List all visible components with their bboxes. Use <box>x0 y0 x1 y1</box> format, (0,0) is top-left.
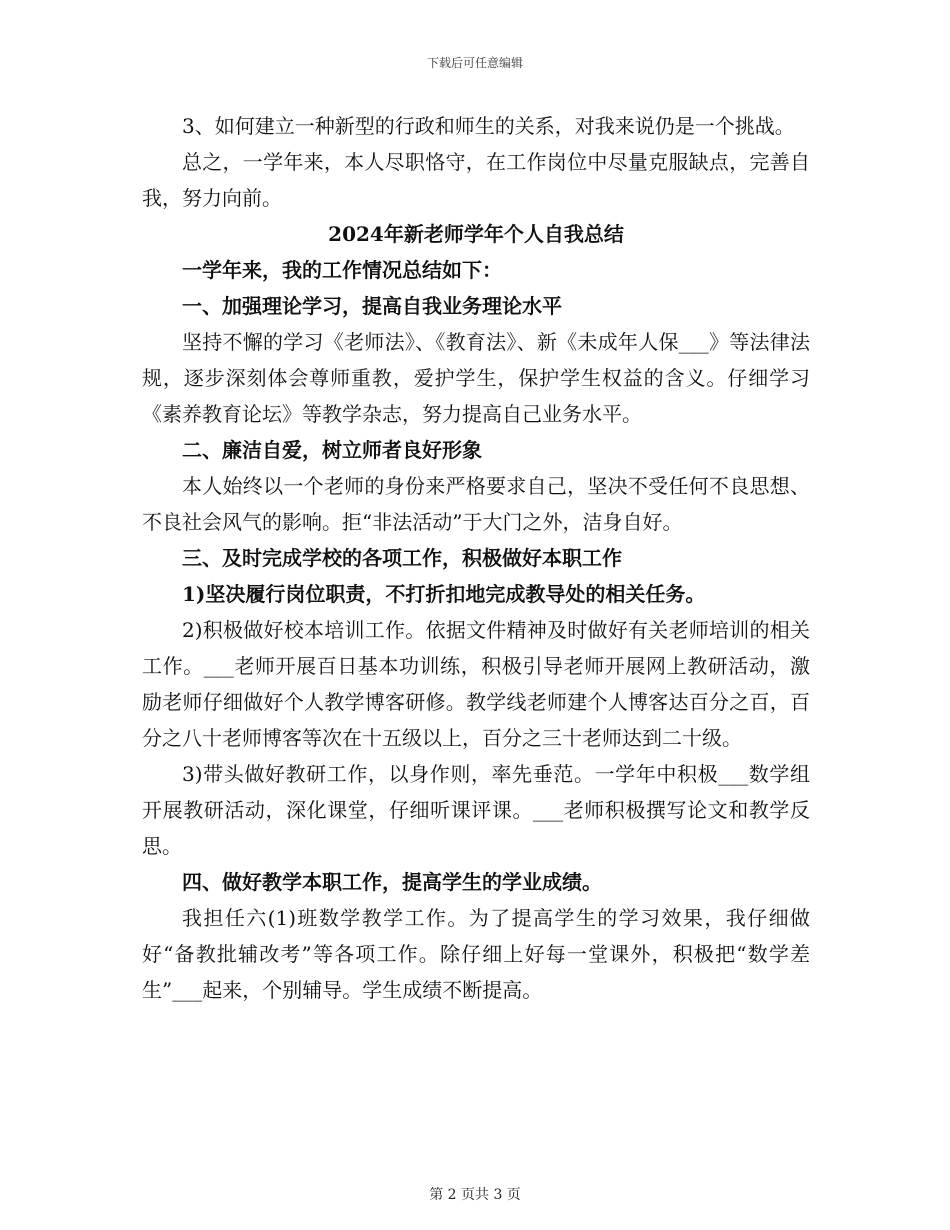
section-paragraph-4: 我担任六(1)班数学教学工作。为了提高学生的学习效果，我仔细做好“备教批辅改考”等各项工作。除仔细上好每一堂课外，积极把“数学差生”___起来，个别辅导。学生成绩不断提高。 <box>142 906 810 1002</box>
section-heading-3: 三、及时完成学校的各项工作，积极做好本职工作 <box>182 546 622 570</box>
page-header: 下载后可任意编辑 <box>426 56 523 70</box>
page-footer: 第 2 页共 3 页 <box>429 1187 521 1203</box>
subsection-heading-3-1: 1)坚决履行岗位职责，不打折扣地完成教导处的相关任务。 <box>182 582 706 606</box>
section-heading-4: 四、做好教学本职工作，提高学生的学业成绩。 <box>182 870 602 894</box>
paragraph-item-3: 3、如何建立一种新型的行政和师生的关系，对我来说仍是一个挑战。 <box>182 114 795 138</box>
subsection-paragraph-3-2: 2)积极做好校本培训工作。依据文件精神及时做好有关老师培训的相关工作。___老师开展百日基本功训练，积极引导老师开展网上教研活动，激励老师仔细做好个人教学博客研修。教学线老师建个人博客达百分之百，百分之八十老师博客等次在十五级以上，百分之三十老师达到二十级。 <box>142 618 810 750</box>
paragraph-conclusion: 总之，一学年来，本人尽职恪守，在工作岗位中尽量克服缺点，完善自我，努力向前。 <box>142 150 810 210</box>
document-title: 2024年新老师学年个人自我总结 <box>328 222 624 246</box>
intro-heading: 一学年来，我的工作情况总结如下： <box>182 258 502 282</box>
section-paragraph-1: 坚持不懈的学习《老师法》、《教育法》、新《未成年人保___》等法律法规，逐步深刻体会尊师重教，爱护学生，保护学生权益的含义。仔细学习《素养教育论坛》等教学杂志，努力提高自己业务水平。 <box>142 330 810 426</box>
document-body <box>142 108 810 1008</box>
subsection-paragraph-3-3: 3)带头做好教研工作，以身作则，率先垂范。一学年中积极___数学组开展教研活动，深化课堂，仔细听课评课。___老师积极撰写论文和教学反思。 <box>142 762 810 858</box>
section-heading-2: 二、廉洁自爱，树立师者良好形象 <box>182 438 482 462</box>
section-heading-1: 一、加强理论学习，提高自我业务理论水平 <box>182 294 562 318</box>
section-paragraph-2: 本人始终以一个老师的身份来严格要求自己，坚决不受任何不良思想、不良社会风气的影响。拒“非法活动”于大门之外，洁身自好。 <box>142 474 810 534</box>
